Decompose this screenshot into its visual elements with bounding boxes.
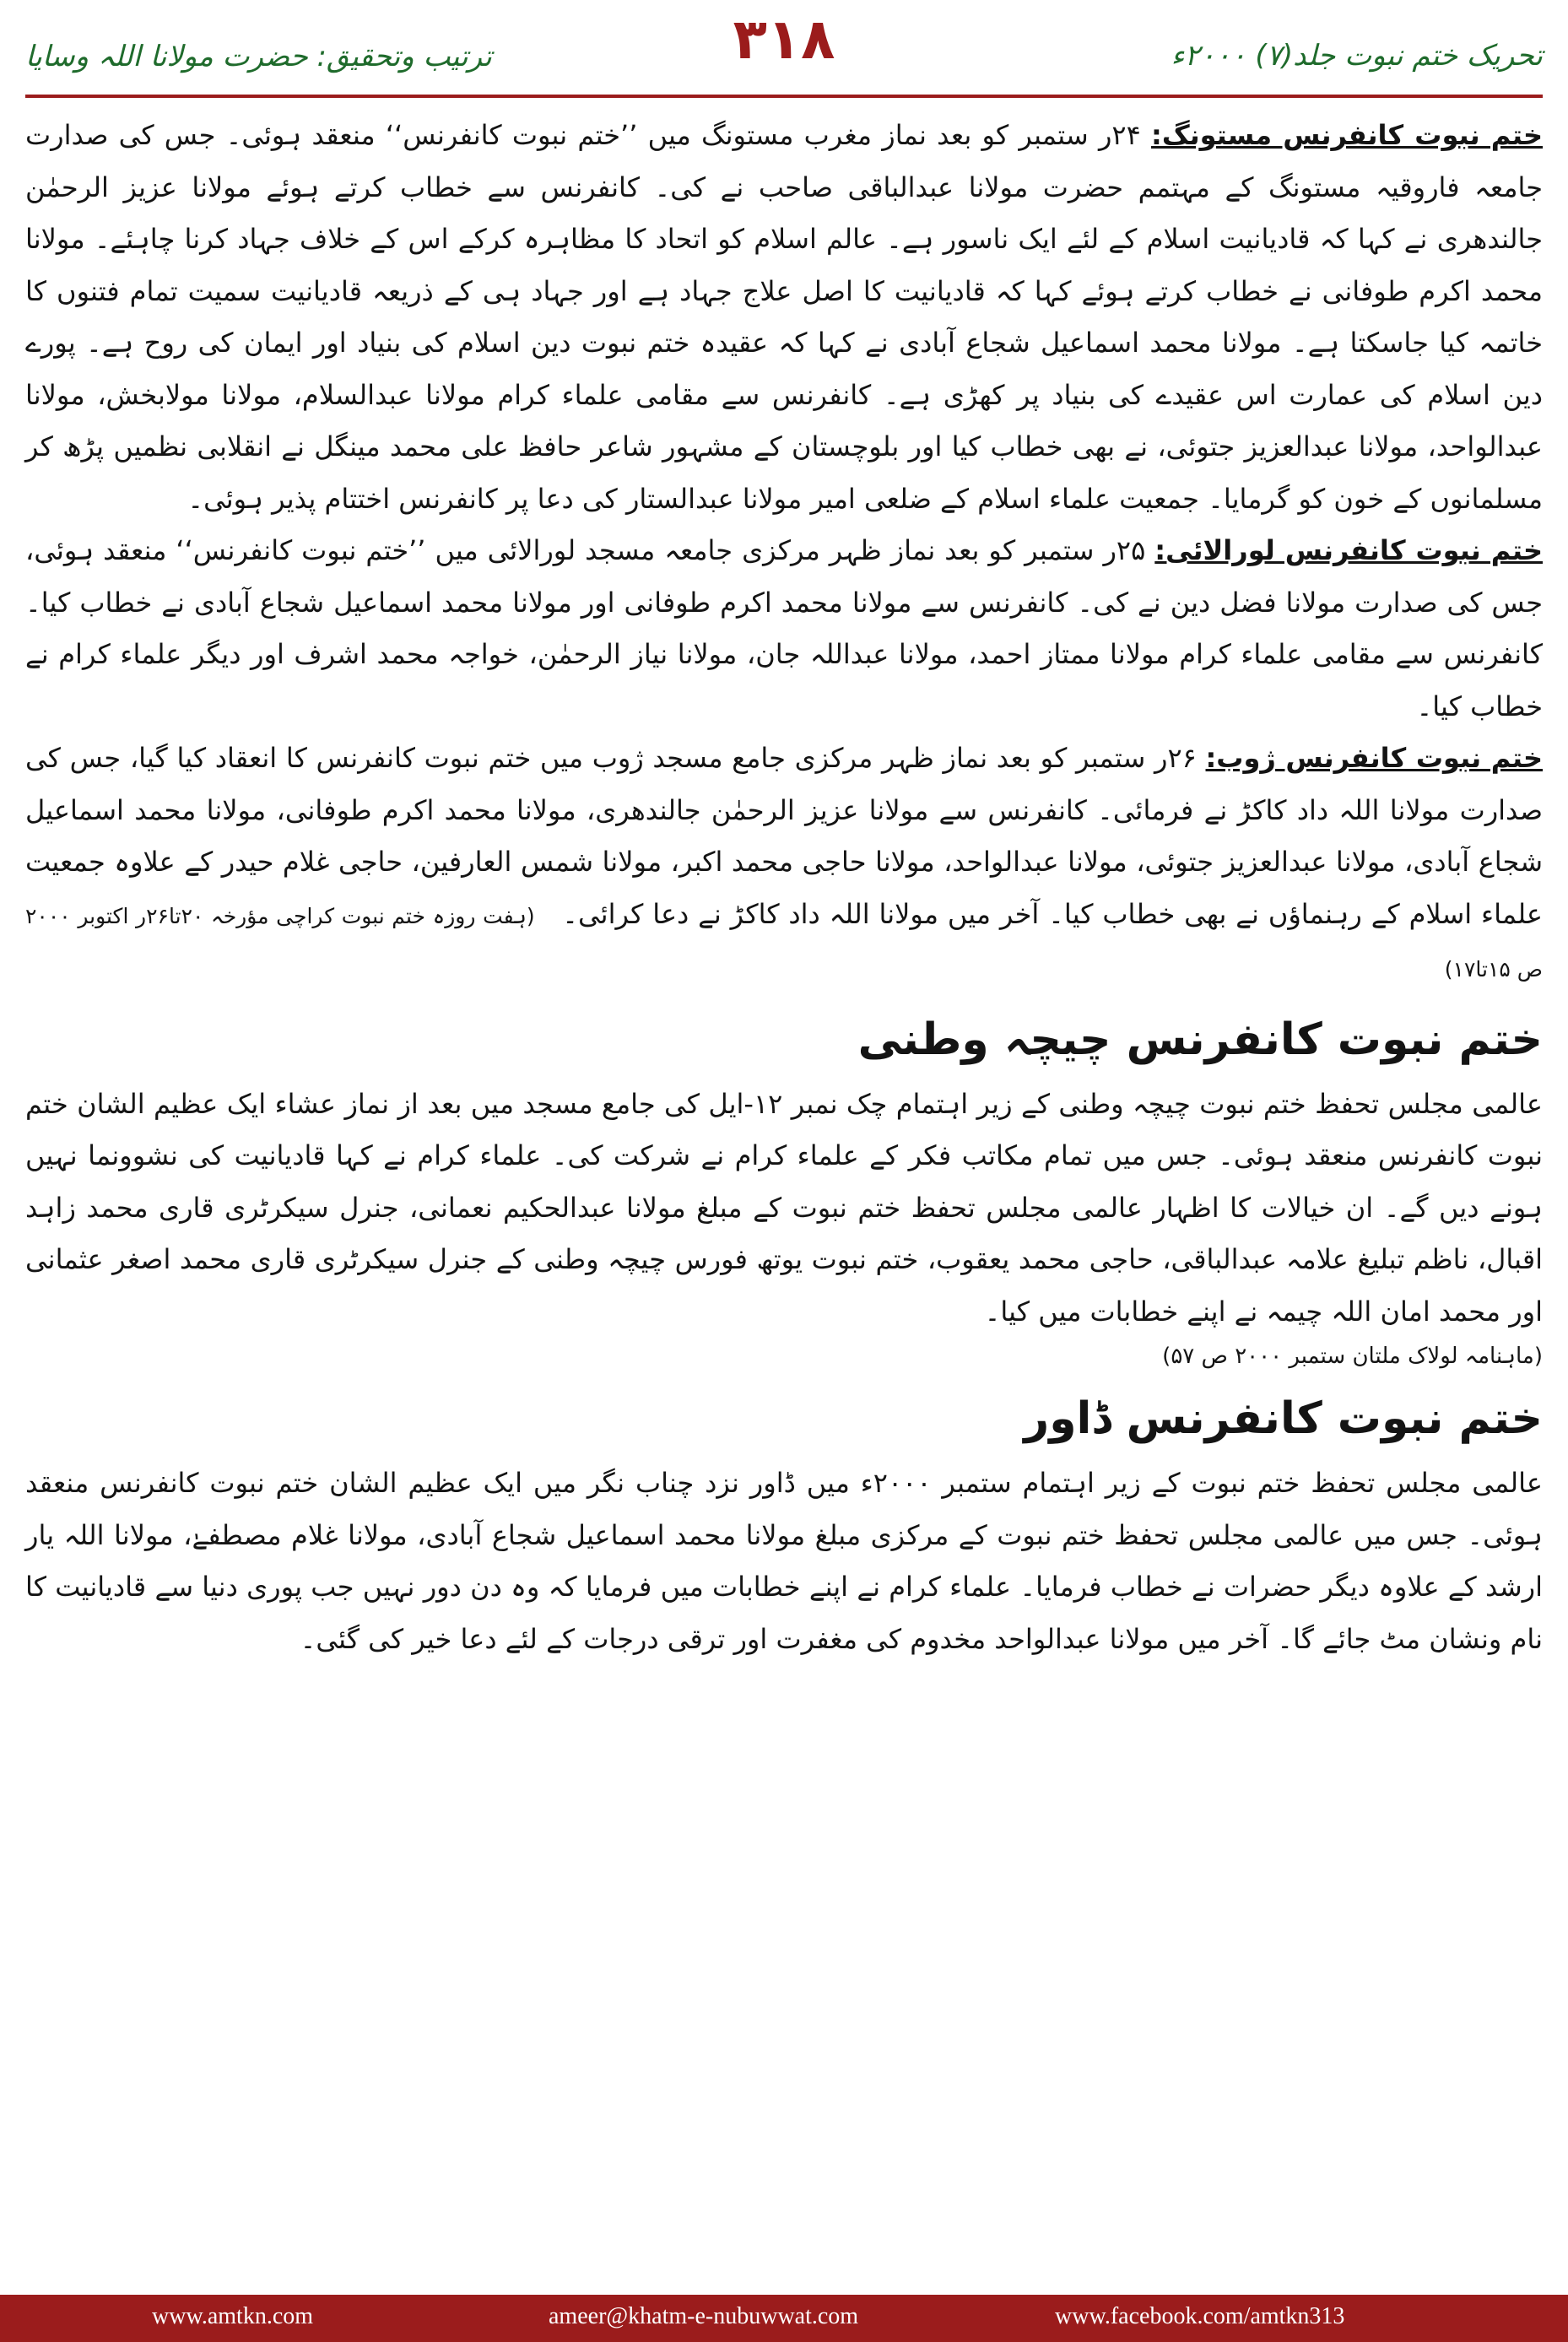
page-number: ۳۱۸ [733,7,835,72]
section-lead: ختم نبوت کانفرنس لورالائی: [1154,534,1544,566]
email-link[interactable]: ameer@khatm-e-nubuwwat.com [549,2303,859,2329]
website-link[interactable]: www.amtkn.com [152,2303,314,2329]
header-divider [25,95,1543,98]
section-dawar: عالمی مجلس تحفظ ختم نبوت کے زیر اہتمام ستمبر ۲۰۰۰ء میں ڈاور نزد چناب نگر میں ایک عظیم الشان ختم نبوت کانفرنس منعقد ہوئی۔ جس میں عالمی مجلس تحفظ ختم نبوت کے مرکزی مبلغ مولانا محمد اسماعیل شجاع آبادی، مولانا غلام مصطفےٰ، مولانا اللہ یار ارشد کے علاوہ دیگر حضرات نے خطاب فرمایا۔ علماء کرام نے اپنے خطابات میں فرمایا کہ وہ دن دور نہیں جب پوری دنیا سے قادیانیت کا نام ونشان مٹ جائے گا۔ آخر میں مولانا عبدالواحد مخدوم کی مغفرت اور ترقی درجات کے لئے دعا خیر کی گئی۔ [25,1467,1544,1655]
section-mastung [25,110,1543,525]
section-zhob [25,733,1543,996]
section-lead: ختم نبوت کانفرنس مستونگ: [1151,119,1544,151]
section-lead: ختم نبوت کانفرنس ژوب: [1205,742,1544,774]
page-body [25,110,1543,1665]
heading-chichawatni: ختم نبوت کانفرنس چیچہ وطنی [857,1014,1543,1065]
section-text: ۲۶ر ستمبر کو بعد نماز ظہر مرکزی جامع مسجد ژوب میں ختم نبوت کانفرنس کا انعقاد کیا گیا، جس کی صدارت مولانا اللہ داد کاکڑ نے فرمائی۔ کانفرنس سے مولانا عزیز الرحمٰن جالندھری، مولانا محمد اکرم طوفانی، مولانا محمد اسماعیل شجاع آبادی، مولانا عبدالعزیز جتوئی، مولانا عبدالواحد، مولانا حاجی محمد اکبر، مولانا شمس العارفین، حاجی غلام حیدر کے علاوہ جمعیت علماء اسلام کے رہنماؤں نے بھی خطاب کیا۔ آخر میں مولانا اللہ داد کاکڑ نے دعا کرائی۔ [25,742,1544,930]
source-reference: (ماہنامہ لولاک ملتان ستمبر ۲۰۰۰ ص ۵۷) [1162,1344,1543,1369]
facebook-link[interactable]: www.facebook.com/amtkn313 [1055,2303,1345,2329]
section-text: ۲۵ر ستمبر کو بعد نماز ظہر مرکزی جامعہ مسجد لورالائی میں ’’ختم نبوت کانفرنس‘‘ منعقد ہوئی، جس کی صدارت مولانا فضل دین نے کی۔ کانفرنس سے مولانا محمد اکرم طوفانی اور مولانا محمد اسماعیل شجاع آبادی نے خطاب کیا۔ کانفرنس سے مقامی علماء کرام مولانا ممتاز احمد، مولانا عبداللہ جان، مولانا نیاز الرحمٰن، خواجہ محمد اشرف اور دیگر علماء کرام نے خطاب کیا۔ [25,534,1543,722]
source-reference: (ہفت روزہ ختم نبوت کراچی مؤرخہ ۲۰تا۲۶ر اکتوبر ۲۰۰۰ ص ۱۵تا۱۷) [25,903,1543,982]
section-chichawatni: عالمی مجلس تحفظ ختم نبوت چیچہ وطنی کے زیر اہتمام چک نمبر ۱۲-ایل کی جامع مسجد میں بعد از نماز عشاء ایک عظیم الشان ختم نبوت کانفرنس منعقد ہوئی۔ جس میں تمام مکاتب فکر کے علماء کرام نے شرکت کی۔ علماء کرام نے کہا قادیانیت کی نشوونما نہیں ہونے دیں گے۔ ان خیالات کا اظہار عالمی مجلس تحفظ ختم نبوت کے مبلغ مولانا عبدالحکیم نعمانی، جنرل سیکرٹری قاری محمد زاہد اقبال، ناظم تبلیغ علامہ عبدالباقی، حاجی محمد یعقوب، ختم نبوت یوتھ فورس چیچہ وطنی کے جنرل سیکرٹری قاری محمد اصغر عثمانی اور محمد امان اللہ چیمہ نے اپنے خطابات میں کیا۔ [25,1087,1544,1328]
section-loralai [25,525,1543,733]
page-footer [0,2295,1568,2342]
page-header [0,0,1568,101]
book-title: تحریک ختم نبوت جلد(۷) ۲۰۰۰ء [1171,39,1543,73]
section-text: ۲۴ر ستمبر کو بعد نماز مغرب مستونگ میں ’’ختم نبوت کانفرنس‘‘ منعقد ہوئی۔ جس کی صدارت جامعہ فاروقیہ مستونگ کے مہتمم حضرت مولانا عبدالباقی صاحب نے کی۔ کانفرنس سے خطاب کرتے ہوئے مولانا عزیز الرحمٰن جالندھری نے کہا کہ قادیانیت اسلام کے لئے ایک ناسور ہے۔ عالم اسلام کو اتحاد کا مظاہرہ کرکے اس کے خلاف جہاد کرنا چاہئے۔ مولانا محمد اکرم طوفانی نے خطاب کرتے ہوئے کہا کہ قادیانیت کا اصل علاج جہاد ہے اور جہاد ہی کے ذریعہ قادیانیت سمیت تمام فتنوں کا خاتمہ کیا جاسکتا ہے۔ مولانا محمد اسماعیل شجاع آبادی نے کہا کہ عقیدہ ختم نبوت دین اسلام کی بنیاد اور ایمان کی روح ہے۔ پورے دین اسلام کی عمارت اس عقیدے کی بنیاد پر کھڑی ہے۔ کانفرنس سے مقامی علماء کرام مولانا عبدالسلام، مولانا مولابخش، مولانا عبدالواحد، مولانا عبدالعزیز جتوئی، نے بھی خطاب کیا اور بلوچستان کے مشہور شاعر حافظ علی محمد مینگل نے انقلابی نظمیں پڑھ کر مسلمانوں کے خون کو گرمایا۔ جمعیت علماء اسلام کے ضلعی امیر مولانا عبدالستار کی دعا پر کانفرنس اختتام پذیر ہوئی۔ [25,119,1544,515]
compiler-credit: ترتیب وتحقیق: حضرت مولانا اللہ وسایا [25,40,492,73]
heading-dawar: ختم نبوت کانفرنس ڈاور [1024,1393,1543,1444]
